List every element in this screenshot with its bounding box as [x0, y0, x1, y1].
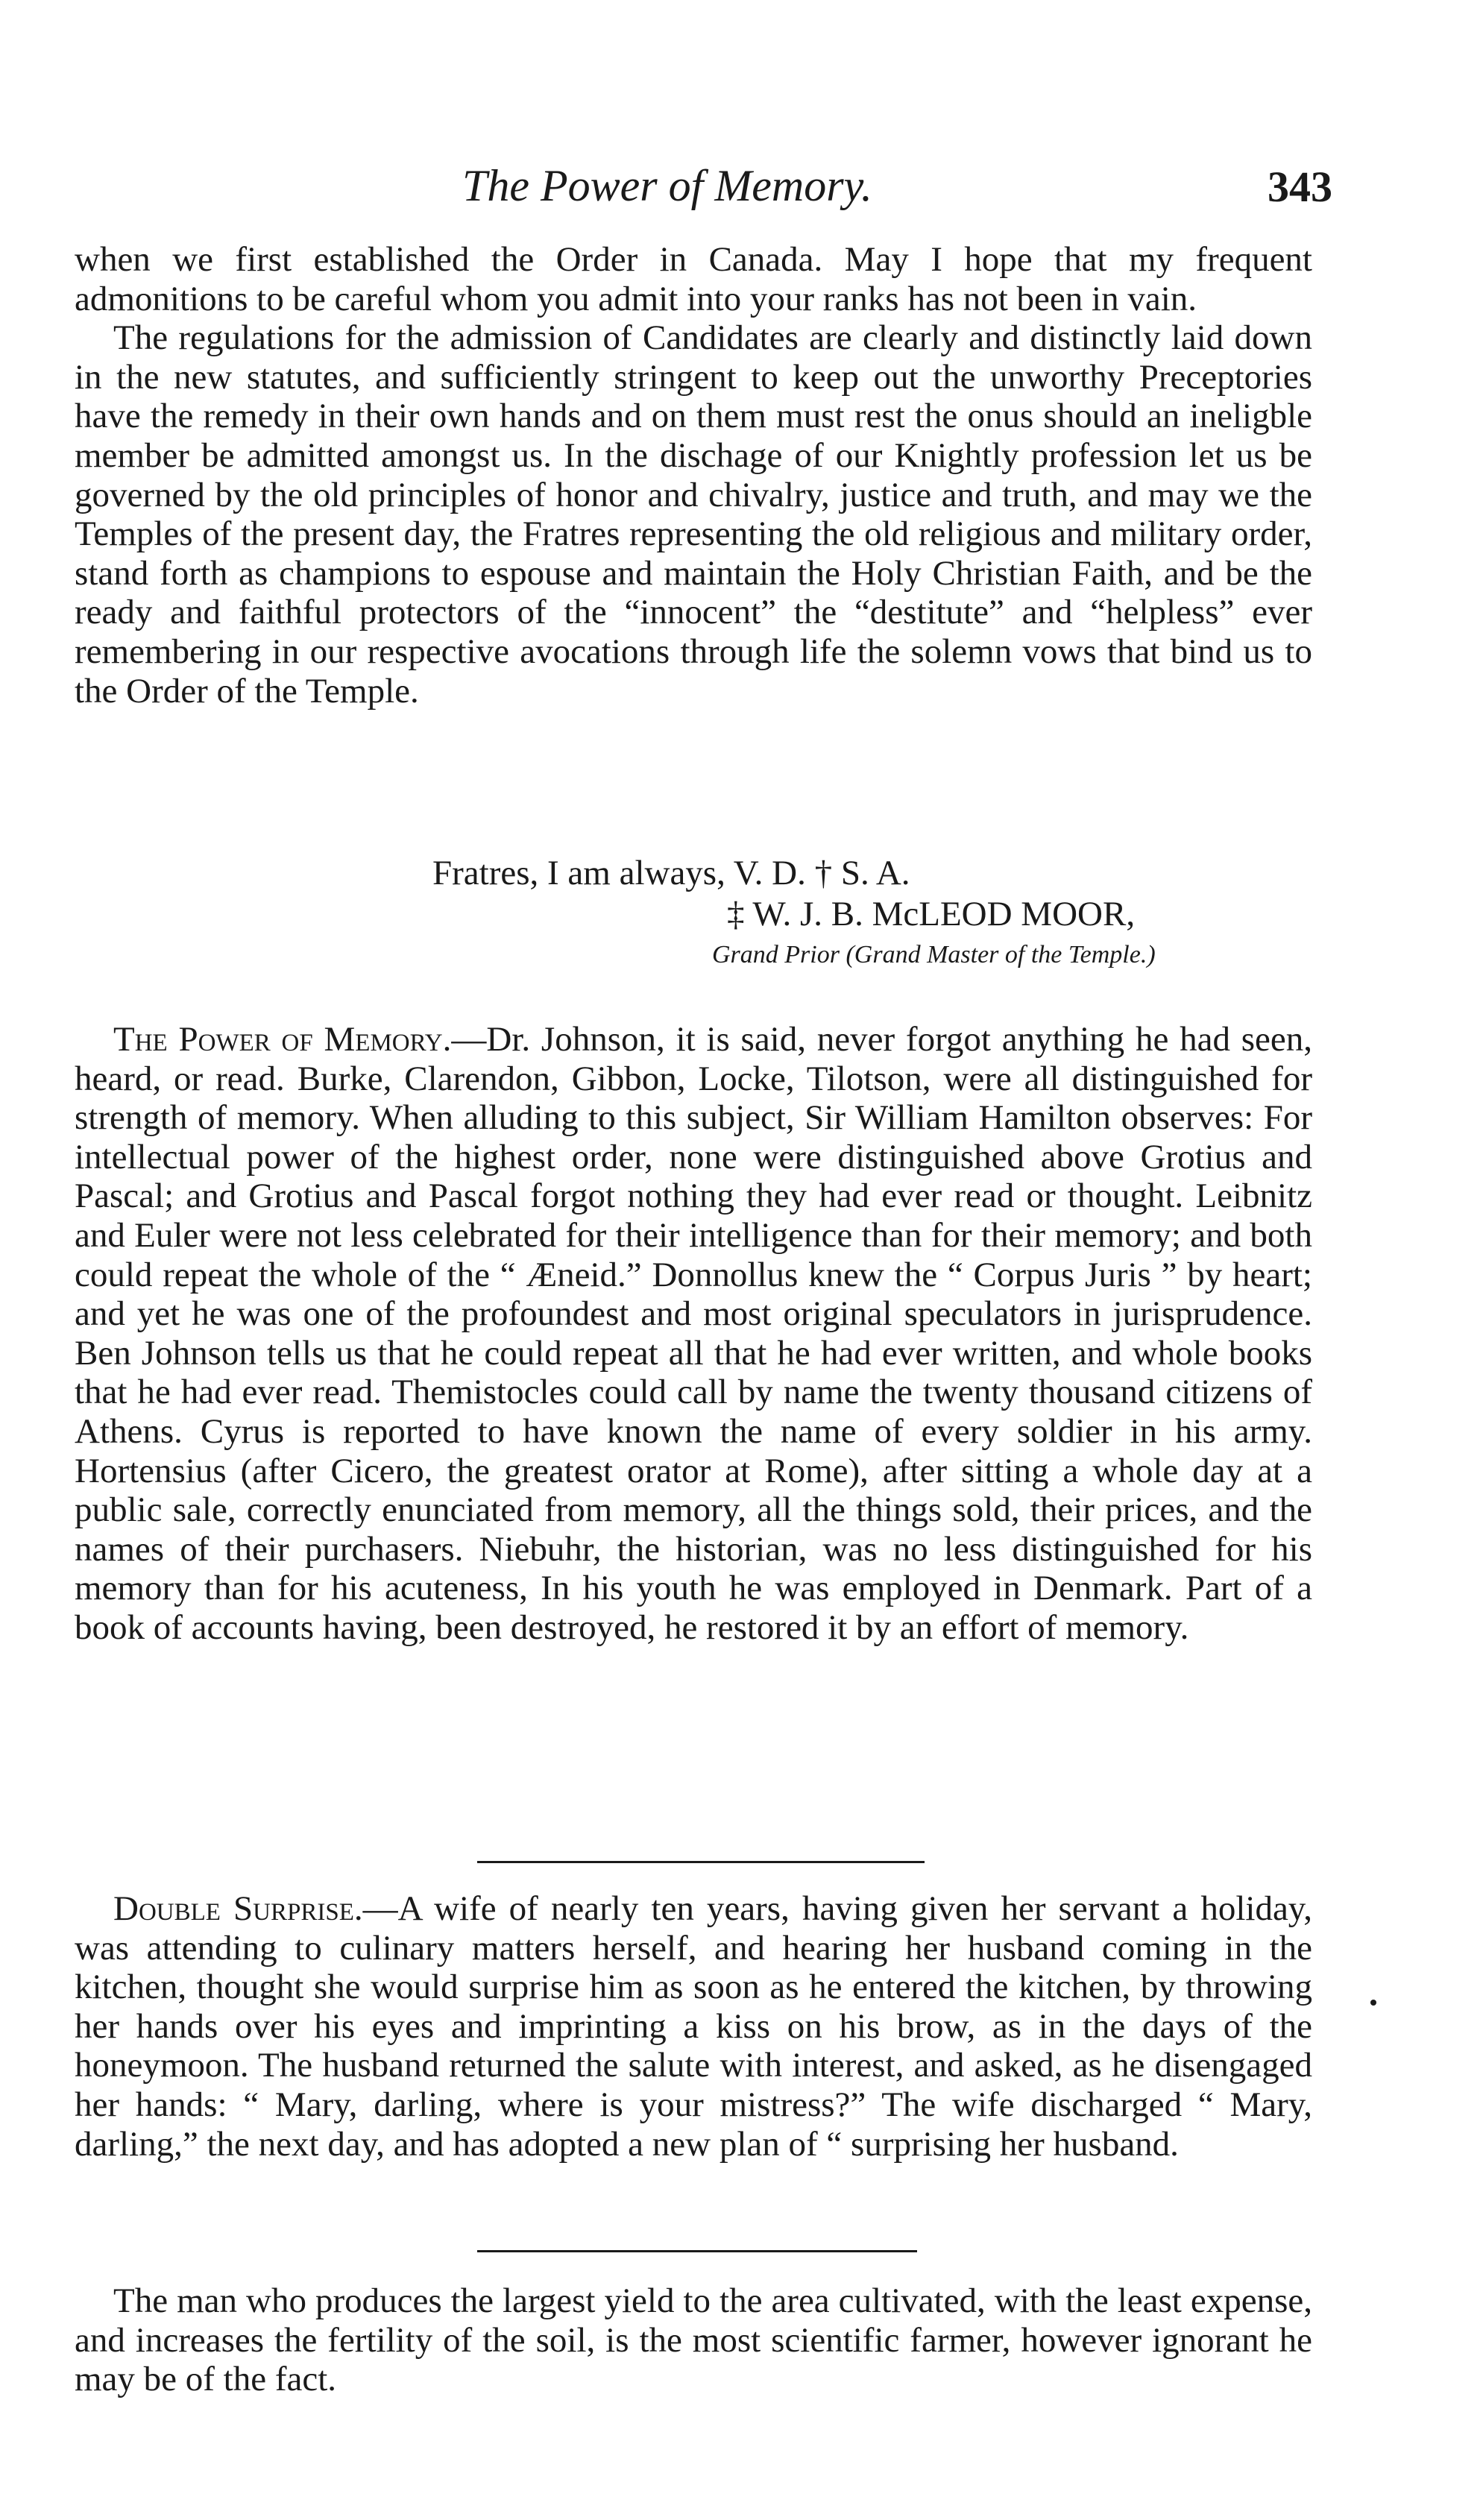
memory-article-heading: The Power of Memory. [113, 1020, 452, 1059]
surprise-article-heading: Double Surprise. [113, 1889, 363, 1928]
page-header [0, 160, 1483, 220]
surprise-article [75, 1889, 1312, 2164]
page-number: 343 [1268, 163, 1332, 211]
section-divider [477, 1861, 925, 1863]
letter-signature: ‡ W. J. B. McLEOD MOOR, [727, 895, 1136, 933]
memory-article-paragraph [75, 1020, 1312, 1648]
letter-closing: Fratres, I am always, V. D. † S. A. [432, 854, 910, 892]
farmer-note [75, 2281, 1312, 2399]
letter-paragraph-1: when we first established the Order in Canada. May I hope that my frequent admonitions to be careful whom you admit into your ranks has not been in vain. [75, 240, 1312, 318]
memory-article [75, 1020, 1312, 1648]
signature-title: Grand Prior (Grand Master of the Temple.) [712, 941, 1156, 968]
running-title: The Power of Memory. [462, 161, 872, 210]
letter-paragraph-2: The regulations for the admission of Candidates are clearly and distinctly laid down in the new statutes, and sufficiently stringent to keep out the unworthy Preceptories have the remedy in their own hands and on them must rest the onus should an ineligble member be admitted amongst us. In the dischage of our Knightly profession let us be governed by the old principles of honor and chivalry, justice and truth, and may we the Temples of the present day, the Fratres representing the old religious and military order, stand forth as champions to espouse and maintain the Holy Christian Faith, and be the ready and faithful protectors of the “innocent” the “destitute” and “helpless” ever remembering in our respective avocations through life the solemn vows that bind us to the Order of the Temple. [75, 318, 1312, 711]
farmer-note-paragraph: The man who produces the largest yield to the area cultivated, with the least expense, and increases the fertility of the soil, is the most scientific farmer, however ignorant he may be of the fact. [75, 2281, 1312, 2399]
letter-continuation [75, 240, 1312, 711]
section-divider [477, 2250, 917, 2252]
margin-mark [1370, 2000, 1376, 2006]
surprise-article-paragraph [75, 1889, 1312, 2164]
surprise-article-text: —A wife of nearly ten years, having given her servant a holiday, was attending to culinary matters herself, and hearing her husband coming in the kitchen, thought she would surprise him as soon as he entered the kitchen, by throwing her hands over his eyes and imprinting a kiss on his brow, as in the days of the honeymoon. The husband returned the salute with interest, and asked, as he disengaged her hands: “ Mary, darling, where is your mistress?” The wife discharged “ Mary, darling,” the next day, and has adopted a new plan of “ surprising her husband. [75, 1889, 1312, 2164]
memory-article-text: —Dr. Johnson, it is said, never forgot anything he had seen, heard, or read. Burke, Clarendon, Gibbon, Locke, Tilotson, were all distinguished for strength of memory. When alluding to this subject, Sir William Hamilton observes: For intellectual power of the highest order, none were distinguished above Grotius and Pascal; and Grotius and Pascal forgot nothing they had ever read or thought. Leibnitz and Euler were not less celebrated for their intelligence than for their memory; and both could repeat the whole of the “ Æneid.” Donnollus knew the “ Corpus Juris ” by heart; and yet he was one of the profoundest and most original speculators in jurisprudence. Ben Johnson tells us that he could repeat all that he had ever written, and whole books that he had ever read. Themistocles could call by name the twenty thousand citizens of Athens. Cyrus is reported to have known the name of every soldier in his army. Hortensius (after Cicero, the greatest orator at Rome), after sitting a whole day at a public sale, correctly enunciated from memory, all the things sold, their prices, and the names of their purchasers. Niebuhr, the historian, was no less distinguished for his memory than for his acuteness, In his youth he was employed in Denmark. Part of a book of accounts having, been destroyed, he restored it by an effort of memory. [75, 1020, 1312, 1647]
